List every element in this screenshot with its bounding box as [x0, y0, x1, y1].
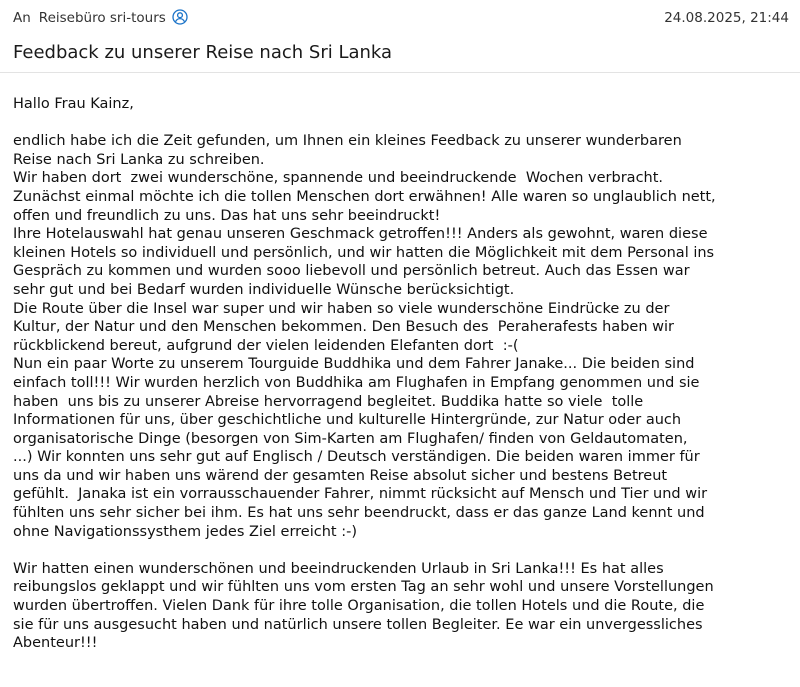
- body-line: endlich habe ich die Zeit gefunden, um Ihnen ein kleines Feedback zu unserer wunderbaren: [13, 133, 682, 150]
- sender-row: [13, 8, 791, 28]
- body-line: Gespräch zu kommen und wurden sooo liebevoll und persönlich betreut. Auch das Essen war: [13, 263, 690, 280]
- body-line: Kultur, der Natur und den Menschen bekommen. Den Besuch des Peraherafests haben wir: [13, 319, 674, 336]
- body-line: fühlten uns sehr sicher bei ihm. Es hat uns sehr beendruckt, dass er das ganze Land kennt und: [13, 505, 705, 522]
- sender-name[interactable]: Reisebüro sri-tours: [38, 10, 166, 26]
- from-label: An: [13, 10, 31, 26]
- body-line: organisatorische Dinge (besorgen von Sim-Karten am Flughafen/ finden von Geldautomaten,: [13, 430, 688, 447]
- person-circle-icon[interactable]: [172, 9, 188, 25]
- greeting: Hallo Frau Kainz,: [13, 96, 134, 112]
- body-line: Reise nach Sri Lanka zu schreiben.: [13, 151, 265, 168]
- body-line: Die Route über die Insel war super und wir haben so viele wunderschöne Eindrücke zu der: [13, 300, 670, 317]
- body-line: wurden übertroffen. Vielen Dank für ihre tolle Organisation, die tollen Hotels und die Route, die: [13, 598, 705, 615]
- message-body: [13, 95, 798, 653]
- body-line: sehr gut und bei Bedarf wurden individuelle Wünsche berücksichtigt.: [13, 281, 515, 298]
- message-date: 24.08.2025, 21:44: [664, 10, 789, 26]
- body-line: Zunächst einmal möchte ich die tollen Menschen dort erwähnen! Alle waren so unglaublich nett,: [13, 188, 716, 205]
- body-line: gefühlt. Janaka ist ein vorrausschauender Fahrer, nimmt rücksicht auf Mensch und Tier und wir: [13, 486, 708, 503]
- body-line: Wir hatten einen wunderschönen und beeindruckenden Urlaub in Sri Lanka!!! Es hat alles: [13, 560, 664, 577]
- body-line: uns da und wir haben uns wärend der gesamten Reise absolut sicher und bestens Betreut: [13, 467, 668, 484]
- message-header: [0, 0, 800, 73]
- body-line: reibungslos geklappt und wir fühlten uns vom ersten Tag an sehr wohl und unsere Vorstellungen: [13, 579, 714, 596]
- body-line: rückblickend bereut, aufgrund der vielen leidenden Elefanten dort :-(: [13, 337, 519, 354]
- body-line: offen und freundlich zu uns. Das hat uns sehr beeindruckt!: [13, 207, 441, 224]
- body-line: ohne Navigationssysthem jedes Ziel erreicht :-): [13, 523, 357, 540]
- body-line: Ihre Hotelauswahl hat genau unseren Geschmack getroffen!!! Anders als gewohnt, waren diese: [13, 226, 708, 243]
- body-line: kleinen Hotels so individuell und persönlich, und wir hatten die Möglichkeit mit dem Personal ins: [13, 244, 715, 261]
- blank-line: [13, 114, 798, 133]
- body-line: sie für uns ausgesucht haben und natürlich unsere tollen Begleiter. Ee war ein unvergessliches: [13, 616, 703, 633]
- body-line: Abenteur!!!: [13, 635, 98, 652]
- body-line: haben uns bis zu unserer Abreise hervorragend begleitet. Buddika hatte so viele tolle: [13, 393, 644, 410]
- body-line: Wir haben dort zwei wunderschöne, spannende und beeindruckende Wochen verbracht.: [13, 170, 664, 187]
- body-line: einfach toll!!! Wir wurden herzlich von Buddhika am Flughafen in Empfang genommen und sie: [13, 374, 700, 391]
- body-line: Informationen für uns, über geschichtliche und kulturelle Hintergründe, zur Natur oder auch: [13, 412, 682, 429]
- message-subject: Feedback zu unserer Reise nach Sri Lanka: [13, 42, 393, 63]
- body-line: ...) Wir konnten uns sehr gut auf Englisch / Deutsch verständigen. Die beiden waren immer für: [13, 449, 700, 466]
- blank-line: [13, 541, 798, 560]
- body-line: Nun ein paar Worte zu unserem Tourguide Buddhika und dem Fahrer Janake... Die beiden sind: [13, 356, 695, 373]
